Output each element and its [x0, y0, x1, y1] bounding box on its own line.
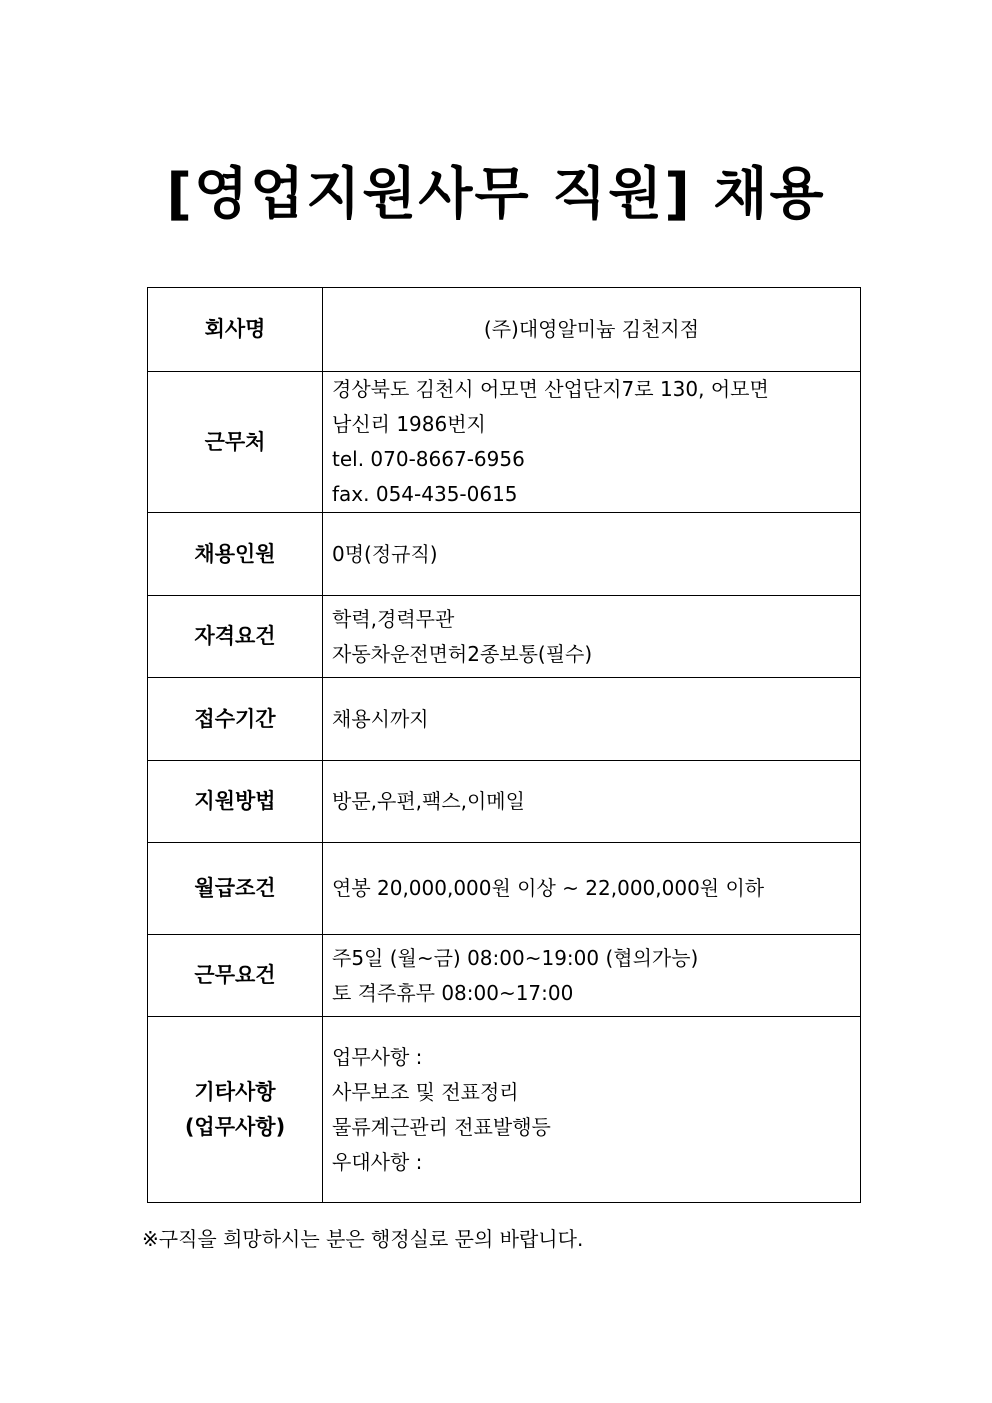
row-label-method: 지원방법: [148, 761, 323, 843]
table-row: [148, 372, 861, 513]
table-row: [148, 935, 861, 1017]
row-label-qualifications: 자격요건: [148, 596, 323, 678]
table-row: [148, 513, 861, 596]
table-row: [148, 678, 861, 761]
table-row: [148, 596, 861, 678]
page-title: [영업지원사무 직원] 채용: [166, 162, 826, 227]
row-value-hours: 주5일 (월~금) 08:00~19:00 (협의가능) 토 격주휴무 08:00~17:00: [323, 935, 861, 1017]
row-label-hours: 근무요건: [148, 935, 323, 1017]
row-value-headcount: 0명(정규직): [323, 513, 861, 596]
table-row: [148, 288, 861, 372]
row-label-headcount: 채용인원: [148, 513, 323, 596]
row-label-company: 회사명: [148, 288, 323, 372]
table-row: [148, 1017, 861, 1203]
row-value-period: 채용시까지: [323, 678, 861, 761]
table-row: [148, 761, 861, 843]
row-label-workplace: 근무처: [148, 372, 323, 513]
row-value-salary: 연봉 20,000,000원 이상 ~ 22,000,000원 이하: [323, 843, 861, 935]
job-info-table: [147, 287, 861, 1203]
row-value-qualifications: 학력,경력무관 자동차운전면허2종보통(필수): [323, 596, 861, 678]
row-value-company: (주)대영알미늄 김천지점: [323, 288, 861, 372]
row-label-salary: 월급조건: [148, 843, 323, 935]
table-row: [148, 843, 861, 935]
footnote: ※구직을 희망하시는 분은 행정실로 문의 바랍니다.: [142, 1227, 584, 1251]
row-label-other: 기타사항 (업무사항): [148, 1017, 323, 1203]
row-value-other: 업무사항 : 사무보조 및 전표정리 물류계근관리 전표발행등 우대사항 :: [323, 1017, 861, 1203]
row-label-period: 접수기간: [148, 678, 323, 761]
row-value-workplace: 경상북도 김천시 어모면 산업단지7로 130, 어모면 남신리 1986번지 tel. 070-8667-6956 fax. 054-435-0615: [323, 372, 861, 513]
row-value-method: 방문,우편,팩스,이메일: [323, 761, 861, 843]
